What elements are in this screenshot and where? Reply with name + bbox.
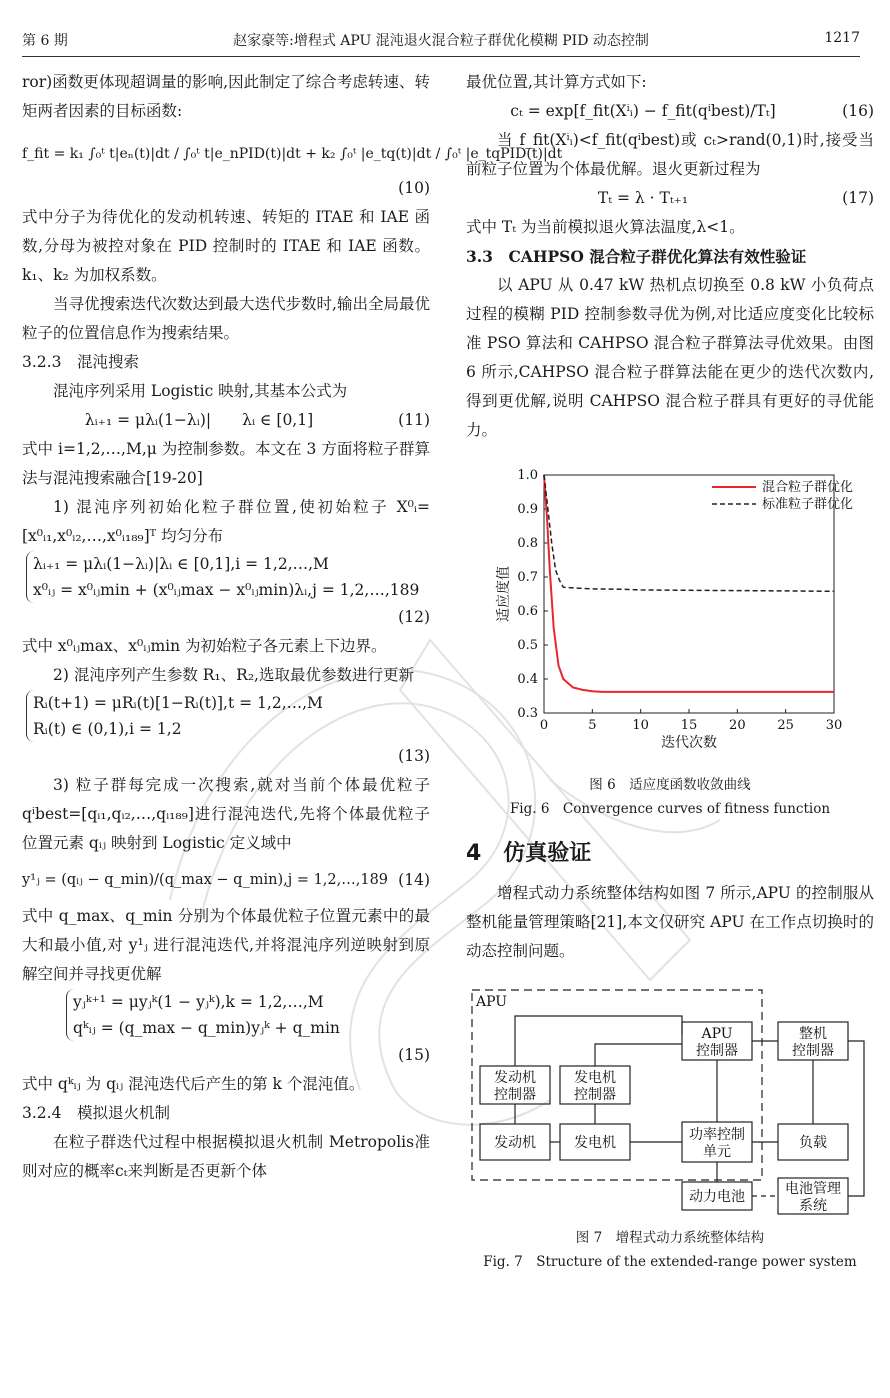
- section-heading: 3.2.4 模拟退火机制: [22, 1104, 170, 1122]
- generator-controller-label: 发电机: [574, 1070, 616, 1086]
- equation-line: λᵢ₊₁ = μλᵢ(1−λᵢ)|λᵢ ∈ [0,1],i = 1,2,…,M: [33, 555, 329, 573]
- page-header: [22, 30, 860, 54]
- equation-text: λᵢ₊₁ = μλᵢ(1−λᵢ)| λᵢ ∈ [0,1]: [84, 411, 314, 429]
- figure-7-caption-en: Fig. 7 Structure of the extended-range power system: [483, 1254, 857, 1270]
- x-tick-label: 20: [729, 718, 746, 733]
- equation-number: (13): [398, 747, 430, 765]
- y-tick-label: 0.3: [517, 706, 538, 721]
- equation-16: [466, 97, 874, 126]
- equation-line: qᵏᵢⱼ = (q_max − q_min)yⱼᵏ + q_min: [73, 1019, 340, 1037]
- x-tick-label: 5: [588, 718, 597, 733]
- bms-label: 系统: [799, 1198, 827, 1214]
- equation-number: (11): [398, 411, 430, 429]
- paragraph: 当 f_fit(Xⁱᵢ)<f_fit(qⁱbest)或 cₜ>rand(0,1)时,接受当前粒子位置为个体最优解。退火更新过程为: [466, 131, 874, 178]
- y-tick-label: 0.5: [517, 638, 538, 653]
- link-line: [515, 1016, 682, 1066]
- generator-controller-label: 控制器: [574, 1087, 616, 1103]
- bms-label: 电池管理: [785, 1181, 841, 1197]
- equation-15: [66, 989, 430, 1041]
- engine-controller-label: 发动机: [494, 1070, 536, 1086]
- page-number: 1217: [824, 30, 860, 46]
- paragraph: 3) 粒子群每完成一次搜索,就对当前个体最优粒子 qⁱbest=[qᵢ₁,qᵢ₂,…,qᵢ₁₈₉]进行混沌迭代,先将个体最优粒子位置元素 qᵢⱼ 映射到 Logistic 定义域中: [22, 776, 430, 852]
- apu-label: APU: [476, 994, 508, 1010]
- running-title: 赵家豪等:增程式 APU 混沌退火混合粒子群优化模糊 PID 动态控制: [233, 33, 649, 49]
- link-line: [848, 1041, 864, 1196]
- legend-label-1: 混合粒子群优化: [762, 480, 854, 495]
- power-control-unit-label: 单元: [703, 1144, 731, 1160]
- header-rule: [22, 56, 860, 57]
- paragraph: 在粒子群迭代过程中根据模拟退火机制 Metropolis准则对应的概率cₜ来判断是否更新个体: [22, 1133, 430, 1180]
- paragraph: 1) 混沌序列初始化粒子群位置,使初始粒子 X⁰ᵢ=[x⁰ᵢ₁,x⁰ᵢ₂,…,x⁰ᵢ₁₈₉]ᵀ 均匀分布: [22, 498, 430, 545]
- apu-controller-label: APU: [701, 1026, 733, 1042]
- paragraph: 最优位置,其计算方式如下:: [466, 73, 647, 91]
- figure-7: [466, 984, 874, 1274]
- equation-number: (15): [398, 1046, 430, 1064]
- section-heading: 3.3 CAHPSO 混合粒子群优化算法有效性验证: [466, 247, 807, 266]
- equation-10: f_fit = k₁ ∫₀ᵗ t|eₙ(t)|dt / ∫₀ᵗ t|e_nPID(t)|dt + k₂ ∫₀ᵗ |e_tq(t)|dt / ∫₀ᵗ |e_tqPID(t)|dt: [22, 146, 563, 162]
- paragraph: 增程式动力系统整体结构如图 7 所示,APU 的控制服从整机能量管理策略[21],本文仅研究 APU 在工作点切换时的动态控制问题。: [466, 884, 874, 960]
- equation-13: [26, 690, 430, 742]
- paragraph: 式中 Tₜ 为当前模拟退火算法温度,λ<1。: [466, 218, 745, 236]
- issue-number: 第 6 期: [22, 33, 68, 49]
- y-axis-label: 适应度值: [496, 566, 512, 622]
- load-label: 负载: [799, 1135, 827, 1151]
- system-structure-diagram: [466, 984, 874, 1216]
- x-tick-label: 30: [825, 718, 843, 733]
- paragraph: 当寻优搜索迭代次数达到最大迭代步数时,输出全局最优粒子的位置信息作为搜索结果。: [22, 295, 430, 342]
- x-tick-label: 25: [777, 718, 794, 733]
- convergence-chart: [466, 463, 874, 763]
- y-tick-label: 0.6: [517, 604, 538, 619]
- equation-line: Rᵢ(t) ∈ (0,1),i = 1,2: [33, 720, 182, 738]
- equation-number: (17): [842, 189, 874, 207]
- vehicle-controller-label: 整机: [799, 1026, 827, 1042]
- paragraph: 式中 x⁰ᵢⱼmax、x⁰ᵢⱼmin 为初始粒子各元素上下边界。: [22, 637, 387, 655]
- equation-text: Tₜ = λ · Tₜ₊₁: [597, 189, 689, 207]
- paragraph: 2) 混沌序列产生参数 R₁、R₂,选取最优参数进行更新: [53, 666, 414, 684]
- power-control-unit-label: 功率控制: [689, 1127, 745, 1143]
- right-column: [466, 68, 874, 1274]
- x-tick-label: 10: [632, 718, 649, 733]
- equation-line: yⱼᵏ⁺¹ = μyⱼᵏ(1 − yⱼᵏ),k = 1,2,…,M: [73, 993, 324, 1011]
- y-tick-label: 0.7: [517, 570, 538, 585]
- equation-17: [466, 184, 874, 213]
- section-heading: 3.2.3 混沌搜索: [22, 353, 139, 371]
- paragraph: 混沌序列采用 Logistic 映射,其基本公式为: [53, 382, 348, 400]
- y-tick-label: 1.0: [517, 468, 538, 483]
- section-heading: 4 仿真验证: [466, 841, 592, 866]
- equation-line: Rᵢ(t+1) = μRᵢ(t)[1−Rᵢ(t)],t = 1,2,…,M: [33, 694, 323, 712]
- x-axis-label: 迭代次数: [661, 735, 717, 751]
- link-line: [595, 1044, 682, 1066]
- x-tick-label: 0: [539, 718, 549, 733]
- vehicle-controller-label: 控制器: [792, 1043, 834, 1059]
- equation-text: y¹ⱼ = (qᵢⱼ − q_min)/(q_max − q_min),j = 1,2,…,189: [22, 872, 389, 888]
- engine-label: 发动机: [494, 1135, 536, 1151]
- battery-label: 动力电池: [689, 1189, 745, 1205]
- equation-number: (12): [398, 608, 430, 626]
- y-tick-label: 0.8: [517, 536, 538, 551]
- equation-text: cₜ = exp[f_fit(Xⁱᵢ) − f_fit(qⁱbest)/Tₜ]: [510, 102, 776, 120]
- figure-6-caption-cn: 图 6 适应度函数收敛曲线: [589, 777, 751, 793]
- equation-line: x⁰ᵢⱼ = x⁰ᵢⱼmin + (x⁰ᵢⱼmax − x⁰ᵢⱼmin)λᵢ,j = 1,2,…,189: [33, 581, 420, 599]
- equation-11: [22, 406, 430, 435]
- y-tick-label: 0.4: [517, 672, 538, 687]
- paragraph: 式中分子为待优化的发动机转速、转矩的 ITAE 和 IAE 函数,分母为被控对象在 PID 控制时的 ITAE 和 IAE 函数。k₁、k₂ 为加权系数。: [22, 208, 430, 284]
- equation-number: (14): [398, 871, 430, 889]
- figure-6: [466, 463, 874, 821]
- generator-label: 发电机: [574, 1135, 616, 1151]
- x-tick-label: 15: [680, 718, 698, 733]
- paragraph: ror)函数更体现超调量的影响,因此制定了综合考虑转速、转矩两者因素的目标函数:: [22, 73, 430, 120]
- apu-controller-label: 控制器: [696, 1043, 738, 1059]
- equation-number: (10): [398, 179, 430, 197]
- paragraph: 式中 q_max、q_min 分别为个体最优粒子位置元素中的最大和最小值,对 y¹ⱼ 进行混沌迭代,并将混沌序列逆映射到原解空间并寻找更优解: [22, 907, 430, 983]
- figure-6-caption-en: Fig. 6 Convergence curves of fitness function: [509, 801, 831, 817]
- engine-controller-label: 控制器: [494, 1087, 536, 1103]
- equation-14: [22, 858, 430, 902]
- paragraph: 式中 qᵏᵢⱼ 为 qᵢⱼ 混沌迭代后产生的第 k 个混沌值。: [22, 1075, 365, 1093]
- equation-number: (16): [842, 102, 874, 120]
- paragraph: 以 APU 从 0.47 kW 热机点切换至 0.8 kW 小负荷点过程的模糊 PID 控制参数寻优为例,对比适应度变化比较标准 PSO 算法和 CAHPSO 混合粒子群算法寻优效果。由图 6 所示,CAHPSO 混合粒子群算法能在更少的迭代次数内,得到更优解,说明 CAHPSO 混合粒子群具有更好的寻优能力。: [466, 276, 874, 439]
- equation-12: [26, 551, 430, 603]
- paragraph: 式中 i=1,2,…,M,μ 为控制参数。本文在 3 方面将粒子群算法与混沌搜索融合[19-20]: [22, 440, 430, 487]
- legend-label-2: 标准粒子群优化: [762, 497, 854, 512]
- figure-7-caption-cn: 图 7 增程式动力系统整体结构: [575, 1230, 765, 1246]
- y-tick-label: 0.9: [517, 502, 538, 517]
